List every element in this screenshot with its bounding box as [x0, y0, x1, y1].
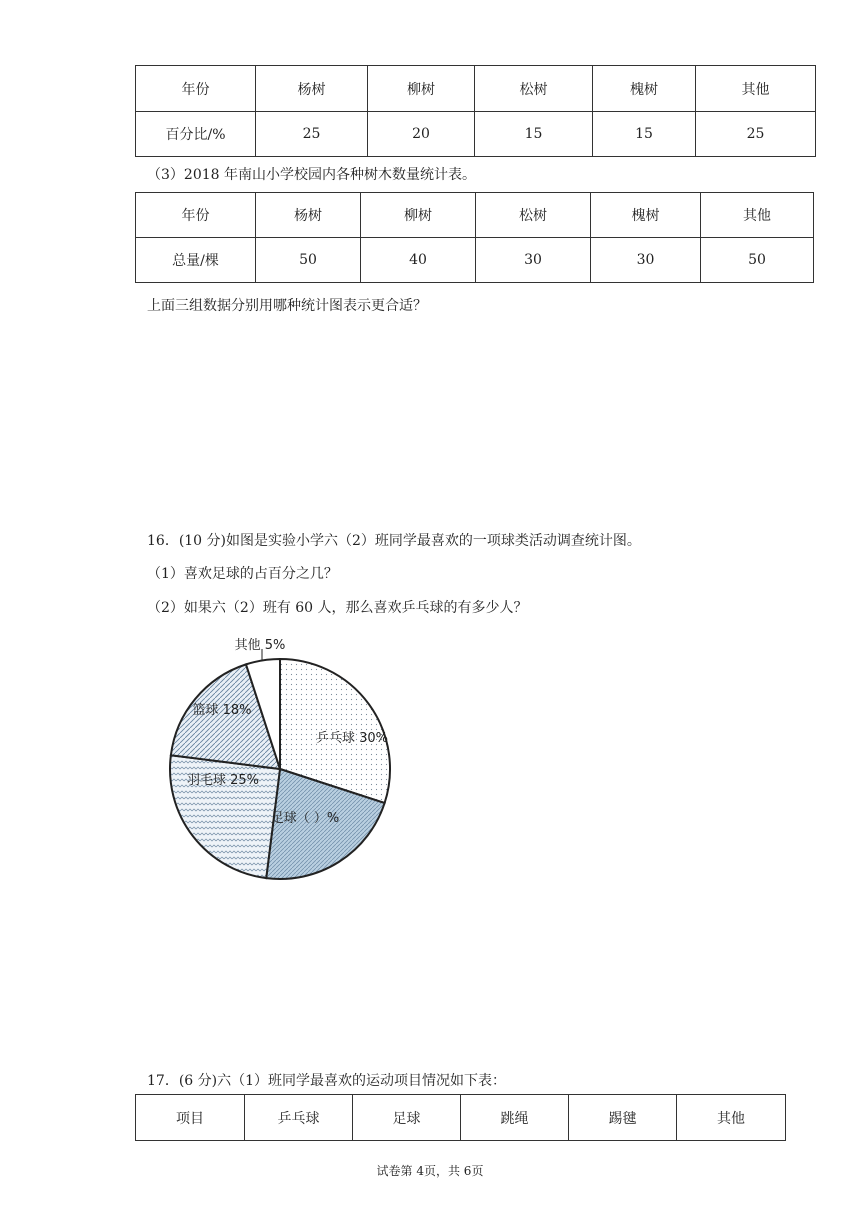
table3-header-cell: 跳绳 — [461, 1095, 569, 1141]
table2-header-cell: 松树 — [476, 193, 591, 238]
table2-cell: 30 — [476, 238, 591, 283]
table2-header-cell: 其他 — [701, 193, 814, 238]
ball-preference-pie-chart — [160, 628, 400, 884]
table1-cell: 25 — [256, 112, 368, 157]
pie-label-羽毛球: 羽毛球 25% — [186, 773, 260, 788]
table3-header-cell: 踢毽 — [569, 1095, 677, 1141]
table2-header-cell: 杨树 — [256, 193, 361, 238]
table2-cell: 总量/棵 — [136, 238, 256, 283]
table1-cell: 25 — [696, 112, 816, 157]
table1-header-cell: 年份 — [136, 66, 256, 112]
table1-header-cell: 柳树 — [368, 66, 475, 112]
table2-header-cell: 槐树 — [591, 193, 701, 238]
table1-cell: 15 — [593, 112, 696, 157]
table1-cell: 20 — [368, 112, 475, 157]
table2-header-cell: 年份 — [136, 193, 256, 238]
question-16-sub-2: （2）如果六（2）班有 60 人，那么喜欢乒乓球的有多少人？ — [147, 600, 528, 616]
table1-header-cell: 槐树 — [593, 66, 696, 112]
table1-cell: 15 — [475, 112, 593, 157]
table2-cell: 30 — [591, 238, 701, 283]
pie-label-其他: 其他 5% — [234, 638, 286, 653]
table3-header-cell: 项目 — [136, 1095, 245, 1141]
tree-percentage-table — [135, 65, 816, 157]
table2-cell: 40 — [361, 238, 476, 283]
table1-header-cell: 其他 — [696, 66, 816, 112]
pie-label-足球: 足球（ ）% — [270, 811, 340, 826]
table3-header-cell: 乒乓球 — [245, 1095, 353, 1141]
table1-header-cell: 杨树 — [256, 66, 368, 112]
table3-header-cell: 其他 — [677, 1095, 786, 1141]
pie-label-乒乓球: 乒乓球 30% — [315, 731, 389, 746]
pie-label-篮球: 篮球 18% — [192, 703, 252, 718]
sports-preference-table — [135, 1094, 786, 1141]
question-17-title: 17．(6 分)六（1）班同学最喜欢的运动项目情况如下表： — [147, 1073, 507, 1089]
table2-cell: 50 — [256, 238, 361, 283]
table1-cell: 百分比/% — [136, 112, 256, 157]
table3-header-cell: 足球 — [353, 1095, 461, 1141]
table2-header-cell: 柳树 — [361, 193, 476, 238]
table2-cell: 50 — [701, 238, 814, 283]
page-footer: 试卷第 4页，共 6页 — [376, 1164, 484, 1178]
question-16-sub-1: （1）喜欢足球的占百分之几？ — [147, 566, 338, 582]
table-caption-3: （3）2018 年南山小学校园内各种树木数量统计表。 — [147, 167, 476, 183]
tree-count-table — [135, 192, 814, 283]
question-15-prompt: 上面三组数据分别用哪种统计图表示更合适？ — [147, 298, 427, 314]
table1-header-cell: 松树 — [475, 66, 593, 112]
question-16-title: 16．(10 分)如图是实验小学六（2）班同学最喜欢的一项球类活动调查统计图。 — [147, 533, 641, 549]
